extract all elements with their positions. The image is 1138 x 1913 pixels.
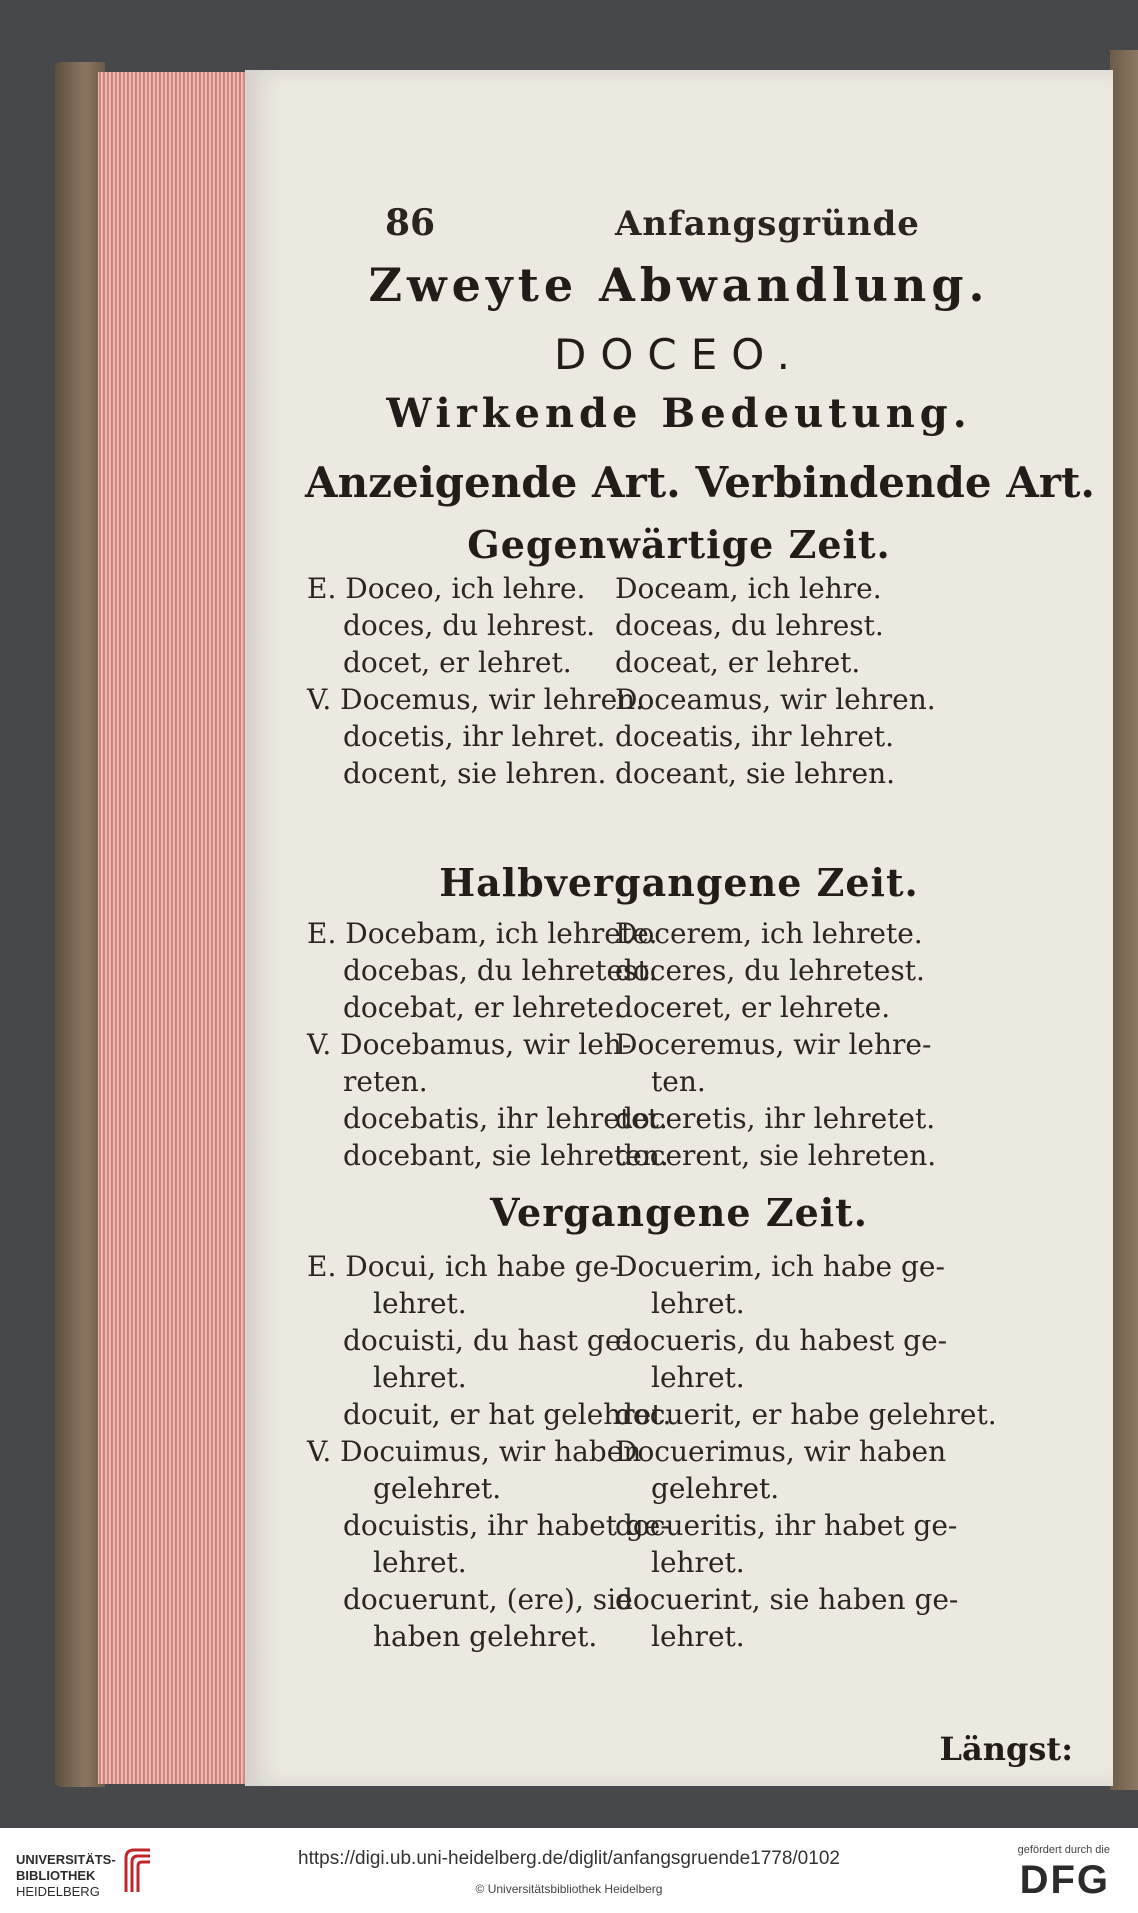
text-line: docebat, er lehrete. xyxy=(343,991,623,1024)
perfect-tense-heading: Vergangene Zeit. xyxy=(490,1190,868,1235)
text-line: gelehret. xyxy=(373,1472,502,1505)
text-line: doceret, er lehrete. xyxy=(615,991,891,1024)
library-name-line2: BIBLIOTHEK xyxy=(16,1868,96,1883)
text-line: docent, sie lehren. xyxy=(343,757,607,790)
page-header xyxy=(385,202,933,246)
text-line: E. Docebam, ich lehrete. xyxy=(307,917,658,950)
text-line: Docuerim, ich habe ge- xyxy=(615,1250,945,1283)
text-line: docet, er lehret. xyxy=(343,646,572,679)
sponsor-text: gefördert durch die xyxy=(1017,1844,1110,1856)
dfg-logo[interactable]: DFG xyxy=(1019,1858,1110,1902)
library-name-line3: HEIDELBERG xyxy=(16,1884,100,1899)
text-line: lehret. xyxy=(651,1620,745,1653)
conjugation-title: Zweyte Abwandlung. xyxy=(368,258,990,312)
text-line: docuistis, ihr habet ge- xyxy=(343,1509,670,1542)
text-line: docuerint, sie haben ge- xyxy=(615,1583,959,1616)
text-line: haben gelehret. xyxy=(373,1620,598,1653)
running-head: Anfangsgründe xyxy=(615,204,920,244)
book-page xyxy=(245,70,1113,1786)
perfect-subjunctive xyxy=(615,1248,1105,1655)
text-line: docueritis, ihr habet ge- xyxy=(615,1509,958,1542)
text-line: doces, du lehrest. xyxy=(343,609,596,642)
present-subjunctive xyxy=(615,570,1105,792)
text-line: Doceamus, wir lehren. xyxy=(615,683,936,716)
text-line: docuit, er hat gelehret. xyxy=(343,1398,672,1431)
imperfect-subjunctive xyxy=(615,915,1105,1174)
viewer-footer xyxy=(0,1828,1138,1913)
text-line: V. Docemus, wir lehren. xyxy=(307,683,645,716)
library-name-line1: UNIVERSITÄTS- xyxy=(16,1852,116,1867)
page-number: 86 xyxy=(385,202,436,244)
text-line: lehret. xyxy=(651,1546,745,1579)
text-line: Docuerimus, wir haben xyxy=(615,1435,947,1468)
text-line: gelehret. xyxy=(651,1472,780,1505)
text-line: docuerit, er habe gelehret. xyxy=(615,1398,997,1431)
text-line: docebas, du lehretest. xyxy=(343,954,658,987)
imperfect-tense-heading: Halbvergangene Zeit. xyxy=(439,860,919,905)
text-line: doceres, du lehretest. xyxy=(615,954,925,987)
catchword: Längst: xyxy=(939,1730,1073,1768)
text-line: Docerem, ich lehrete. xyxy=(615,917,923,950)
indicative-heading: Anzeigende Art. xyxy=(305,458,681,507)
text-line: Doceam, ich lehre. xyxy=(615,572,882,605)
text-line: docebant, sie lehreten. xyxy=(343,1139,669,1172)
text-line: lehret. xyxy=(373,1361,467,1394)
imperfect-indicative xyxy=(307,915,669,1174)
text-line: lehret. xyxy=(651,1361,745,1394)
text-line: Doceremus, wir lehre- xyxy=(615,1028,932,1061)
text-line: doceretis, ihr lehretet. xyxy=(615,1102,936,1135)
text-line: docuerunt, (ere), sie xyxy=(343,1583,633,1616)
text-line: lehret. xyxy=(373,1546,467,1579)
text-line: ten. xyxy=(651,1065,706,1098)
perfect-indicative xyxy=(307,1248,672,1655)
text-line: docueris, du habest ge- xyxy=(615,1324,948,1357)
text-line: docebatis, ihr lehretet. xyxy=(343,1102,668,1135)
verb-title: DOCEO. xyxy=(554,330,804,379)
text-line: reten. xyxy=(343,1065,428,1098)
book-cover-right xyxy=(1110,50,1138,1790)
text-line: lehret. xyxy=(651,1287,745,1320)
text-line: docerent, sie lehreten. xyxy=(615,1139,937,1172)
text-line: doceant, sie lehren. xyxy=(615,757,896,790)
text-line: V. Docebamus, wir leh- xyxy=(307,1028,632,1061)
page-url[interactable]: https://digi.ub.uni-heidelberg.de/diglit/anfangsgruende1778/0102 xyxy=(298,1848,840,1869)
present-indicative xyxy=(307,570,647,792)
page-edges xyxy=(98,72,248,1784)
text-line: docetis, ihr lehret. xyxy=(343,720,606,753)
copyright-notice: © Universitätsbibliothek Heidelberg xyxy=(475,1882,663,1896)
text-line: E. Docui, ich habe ge- xyxy=(307,1250,619,1283)
voice-title: Wirkende Bedeutung. xyxy=(386,390,972,437)
text-line: E. Doceo, ich lehre. xyxy=(307,572,586,605)
text-line: doceat, er lehret. xyxy=(615,646,861,679)
text-line: doceatis, ihr lehret. xyxy=(615,720,895,753)
present-tense-heading: Gegenwärtige Zeit. xyxy=(467,522,891,567)
text-line: V. Docuimus, wir haben xyxy=(307,1435,642,1468)
subjunctive-heading: Verbindende Art. xyxy=(695,458,1095,507)
text-line: lehret. xyxy=(373,1287,467,1320)
text-line: docuisti, du hast ge- xyxy=(343,1324,631,1357)
text-line: doceas, du lehrest. xyxy=(615,609,884,642)
